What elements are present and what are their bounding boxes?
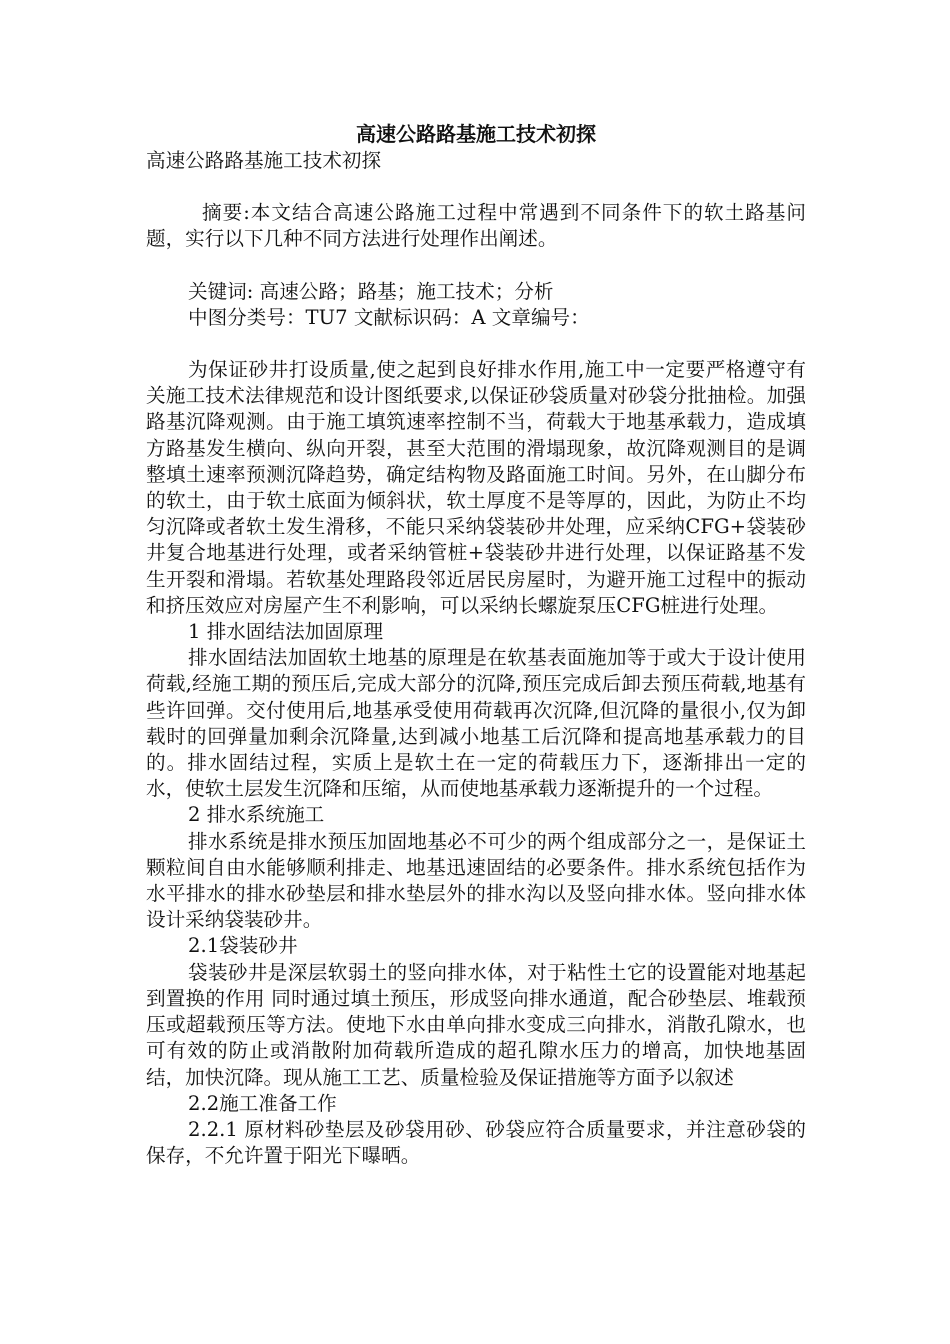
section-2-1-paragraph: 袋装砂井是深层软弱土的竖向排水体，对于粘性土它的设置能对地基起到置换的作用 同时通过填土预压，形成竖向排水通道，配合砂垫层、堆载预压或超载预压等方法。使地下水由单向排水变成三向排水，消散孔隙水，也可有效的防止或消散附加荷载所造成的超孔隙水压力的增高，加快地基固结，加快沉降。现从施工工艺、质量检验及保证措施等方面予以叙述 [146,960,806,1089]
section-2-2-heading: 2.2施工准备工作 [188,1091,337,1115]
abstract-paragraph: 摘要:本文结合高速公路施工过程中常遇到不同条件下的软土路基问题，实行以下几种不同方法进行处理作出阐述。 [146,201,806,251]
section-2-1-heading: 2.1袋装砂井 [188,934,298,958]
section-2-2-1-paragraph: 2.2.1 原材料砂垫层及砂袋用砂、砂袋应符合质量要求，并注意砂袋的保存，不允许置于阳光下曝晒。 [146,1117,806,1168]
document-subtitle: 高速公路路基施工技术初探 [146,149,382,172]
document-page [146,120,806,1169]
section-1-heading: 1 排水固结法加固原理 [188,620,384,644]
section-1-paragraph: 排水固结法加固软土地基的原理是在软基表面施加等于或大于设计使用荷载,经施工期的预压后,完成大部分的沉降,预压完成后卸去预压荷载,地基有些许回弹。交付使用后,地基承受使用荷载再次沉降,但沉降的量很小,仅为卸载时的回弹量加剩余沉降量,达到减小地基工后沉降和提高地基承载力的目的。排水固结过程，实质上是软土在一定的荷载压力下，逐渐排出一定的水，使软土层发生沉降和压缩，从而使地基承载力逐渐提升的一个过程。 [146,646,806,801]
section-2-paragraph: 排水系统是排水预压加固地基必不可少的两个组成部分之一，是保证土颗粒间自由水能够顺利排走、地基迅速固结的必要条件。排水系统包括作为水平排水的排水砂垫层和排水垫层外的排水沟以及竖向排水体。竖向排水体设计采纳袋装砂井。 [146,829,806,932]
section-2-heading: 2 排水系统施工 [188,803,325,827]
spacer [146,331,806,357]
keywords-line: 关键词: 高速公路；路基；施工技术；分析 [188,279,554,303]
spacer [146,253,806,279]
classification-line: 中图分类号：TU7 文献标识码：A 文章编号： [188,305,590,329]
document-title: 高速公路路基施工技术初探 [356,122,596,146]
intro-paragraph: 为保证砂井打设质量,使之起到良好排水作用,施工中一定要严格遵守有关施工技术法律规范和设计图纸要求,以保证砂袋质量对砂袋分批抽检。加强路基沉降观测。由于施工填筑速率控制不当，荷载大于地基承载力，造成填方路基发生横向、纵向开裂，甚至大范围的滑塌现象，故沉降观测目的是调整填土速率预测沉降趋势，确定结构物及路面施工时间。另外，在山脚分布的软土，由于软土底面为倾斜状，软土厚度不是等厚的，因此，为防止不均匀沉降或者软土发生滑移，不能只采纳袋装砂井处理，应采纳CFG+袋装砂井复合地基进行处理，或者采纳管桩+袋装砂井进行处理，以保证路基不发生开裂和滑塌。若软基处理路段邻近居民房屋时，为避开施工过程中的振动和挤压效应对房屋产生不利影响，可以采纳长螺旋泵压CFG桩进行处理。 [146,358,806,617]
spacer [146,174,806,200]
